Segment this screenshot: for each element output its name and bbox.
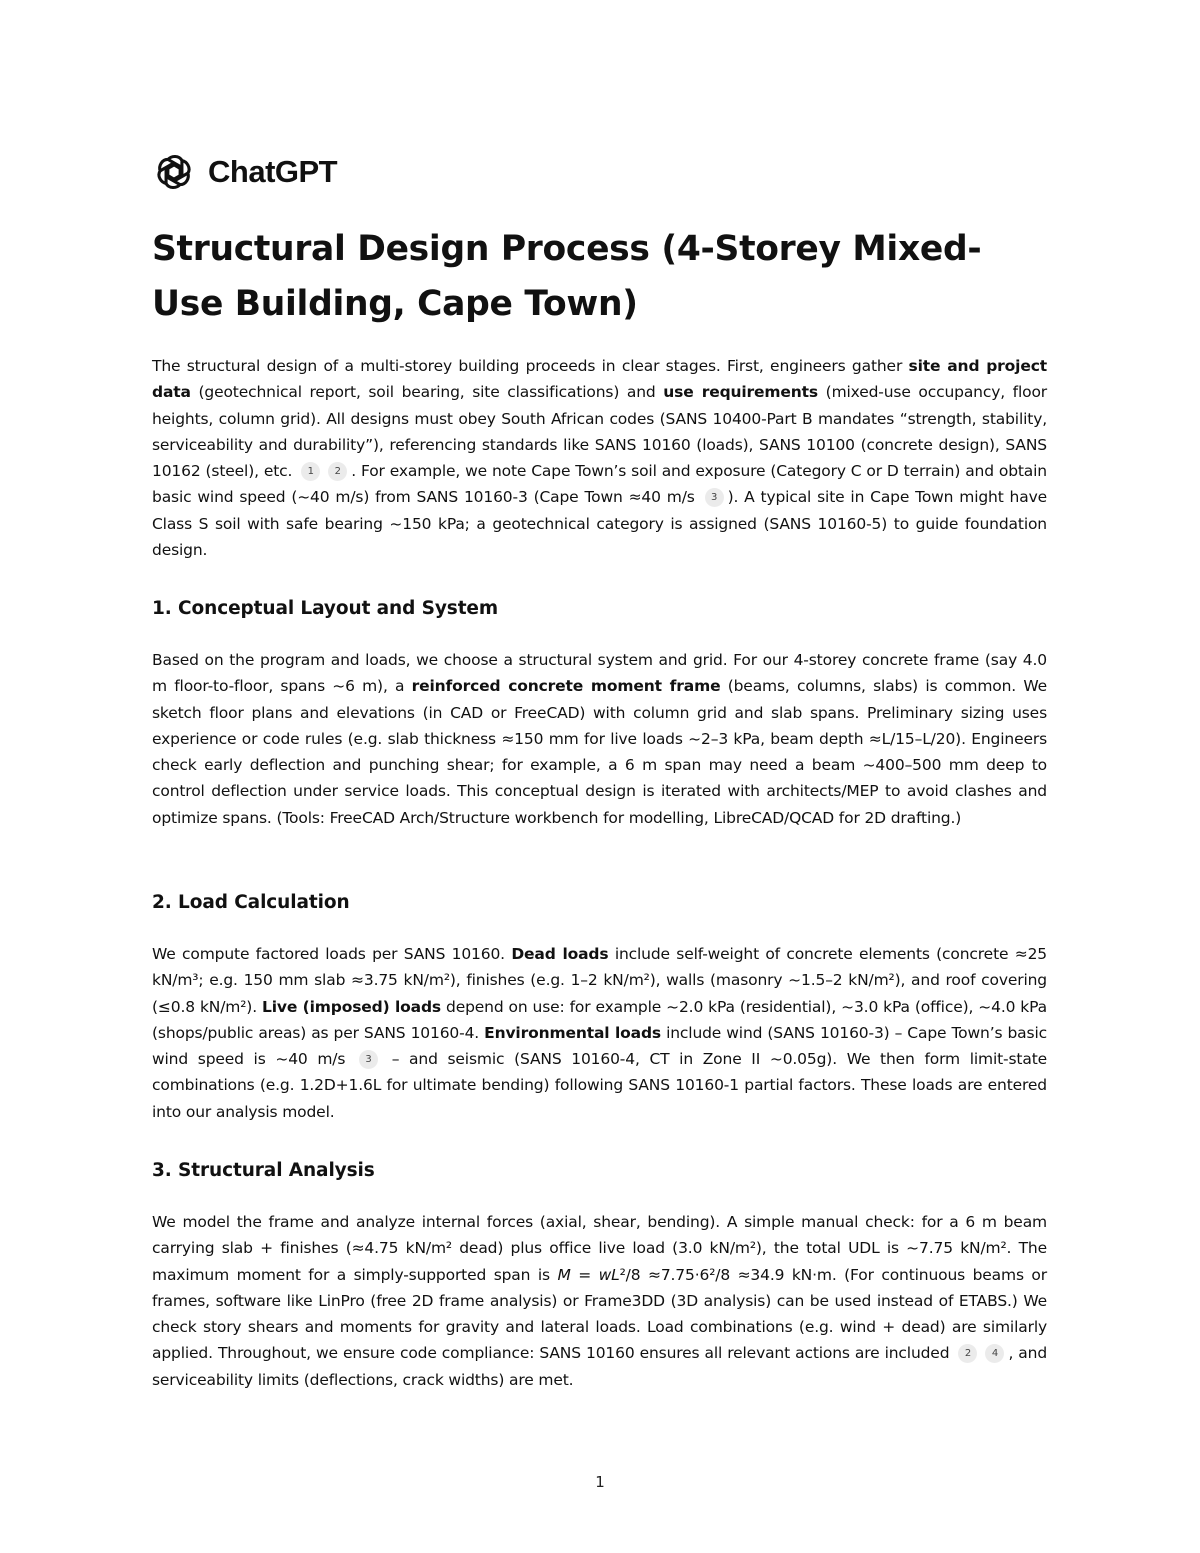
chatgpt-logo [152,150,337,194]
intro-section [152,353,1047,563]
citation-marker[interactable]: 3 [705,488,724,507]
openai-knot-icon [152,150,196,194]
logo-text: ChatGPT [208,154,338,189]
section-paragraph: Based on the program and loads, we choose a structural system and grid. For our 4-storey concrete frame (say 4.0 m floor-to-floor, spans ~6 m), a reinforced concrete moment frame (beams, columns, slabs) is common. We sketch floor plans and elevations (in CAD or FreeCAD) with column grid and slab spans. Preliminary sizing uses experience or code rules (e.g. slab thickness ≈150 mm for live loads ~2–3 kPa, beam depth ≈L/15–L/20). Engineers check early deflection and punching shear; for example, a 6 m span may need a beam ~400–500 mm deep to control deflection under service loads. This conceptual design is iterated with architects/MEP to avoid clashes and optimize spans. (Tools: FreeCAD Arch/Structure workbench for modelling, LibreCAD/QCAD for 2D drafting.) [152,651,1048,827]
section-heading: 2. Load Calculation [152,892,350,913]
citation-marker[interactable]: 2 [328,462,347,481]
section-3-body [152,1209,1047,1393]
citation-marker[interactable]: 4 [985,1344,1004,1363]
section-paragraph: We model the frame and analyze internal forces (axial, shear, bending). A simple manual check: for a 6 m beam carrying slab + finishes (≈4.75 kN/m² dead) plus office live load (3.0 kN/m²), the total UDL is ~7.75 kN/m². The maximum moment for a simply-supported span is M = wL²/8 ≈7.75·6²/8 ≈34.9 kN·m. (For continuous beams or frames, software like LinPro (free 2D frame analysis) or Frame3DD (3D analysis) can be used instead of ETABS.) We check story shears and moments for gravity and lateral loads. Load combinations (e.g. wind + dead) are similarly applied. Throughout, we ensure code compliance: SANS 10160 ensures all relevant actions are included 2 4 , and serviceability limits (deflections, crack widths) are met. [152,1213,1048,1389]
section-2-body [152,941,1047,1125]
section-2 [152,892,1047,913]
section-paragraph: We compute factored loads per SANS 10160. Dead loads include self-weight of concrete elements (concrete ≈25 kN/m³; e.g. 150 mm slab ≈3.75 kN/m²), finishes (e.g. 1–2 kN/m²), walls (masonry ~1.5–2 kN/m²), and roof covering (≤0.8 kN/m²). Live (imposed) loads depend on use: for example ~2.0 kPa (residential), ~3.0 kPa (office), ~4.0 kPa (shops/public areas) as per SANS 10160-4. Environmental loads include wind (SANS 10160-3) – Cape Town’s basic wind speed is ~40 m/s 3 – and seismic (SANS 10160-4, CT in Zone II ~0.05g). We then form limit-state combinations (e.g. 1.2D+1.6L for ultimate bending) following SANS 10160-1 partial factors. These loads are entered into our analysis model. [152,945,1048,1121]
section-heading: 3. Structural Analysis [152,1160,375,1181]
intro-paragraph: The structural design of a multi-storey building proceeds in clear stages. First, engineers gather site and project data (geotechnical report, soil bearing, site classifications) and use requirements (mixed-use occupancy, floor heights, column grid). All designs must obey South African codes (SANS 10400-Part B mandates “strength, stability, serviceability and durability”), referencing standards like SANS 10160 (loads), SANS 10100 (concrete design), SANS 10162 (steel), etc. 1 2 . For example, we note Cape Town’s soil and exposure (Category C or D terrain) and obtain basic wind speed (~40 m/s) from SANS 10160-3 (Cape Town ≈40 m/s 3 ). A typical site in Cape Town might have Class S soil with safe bearing ~150 kPa; a geotechnical category is assigned (SANS 10160-5) to guide foundation design. [152,357,1048,560]
section-3 [152,1160,1047,1181]
page-number: 1 [595,1473,605,1491]
citation-marker[interactable]: 1 [301,462,320,481]
citation-marker[interactable]: 2 [958,1344,977,1363]
section-heading: 1. Conceptual Layout and System [152,598,499,619]
section-1 [152,598,1047,619]
section-1-body [152,647,1047,831]
document-title: Structural Design Process (4-Storey Mixed-Use Building, Cape Town) [152,229,982,324]
citation-marker[interactable]: 3 [359,1050,378,1069]
